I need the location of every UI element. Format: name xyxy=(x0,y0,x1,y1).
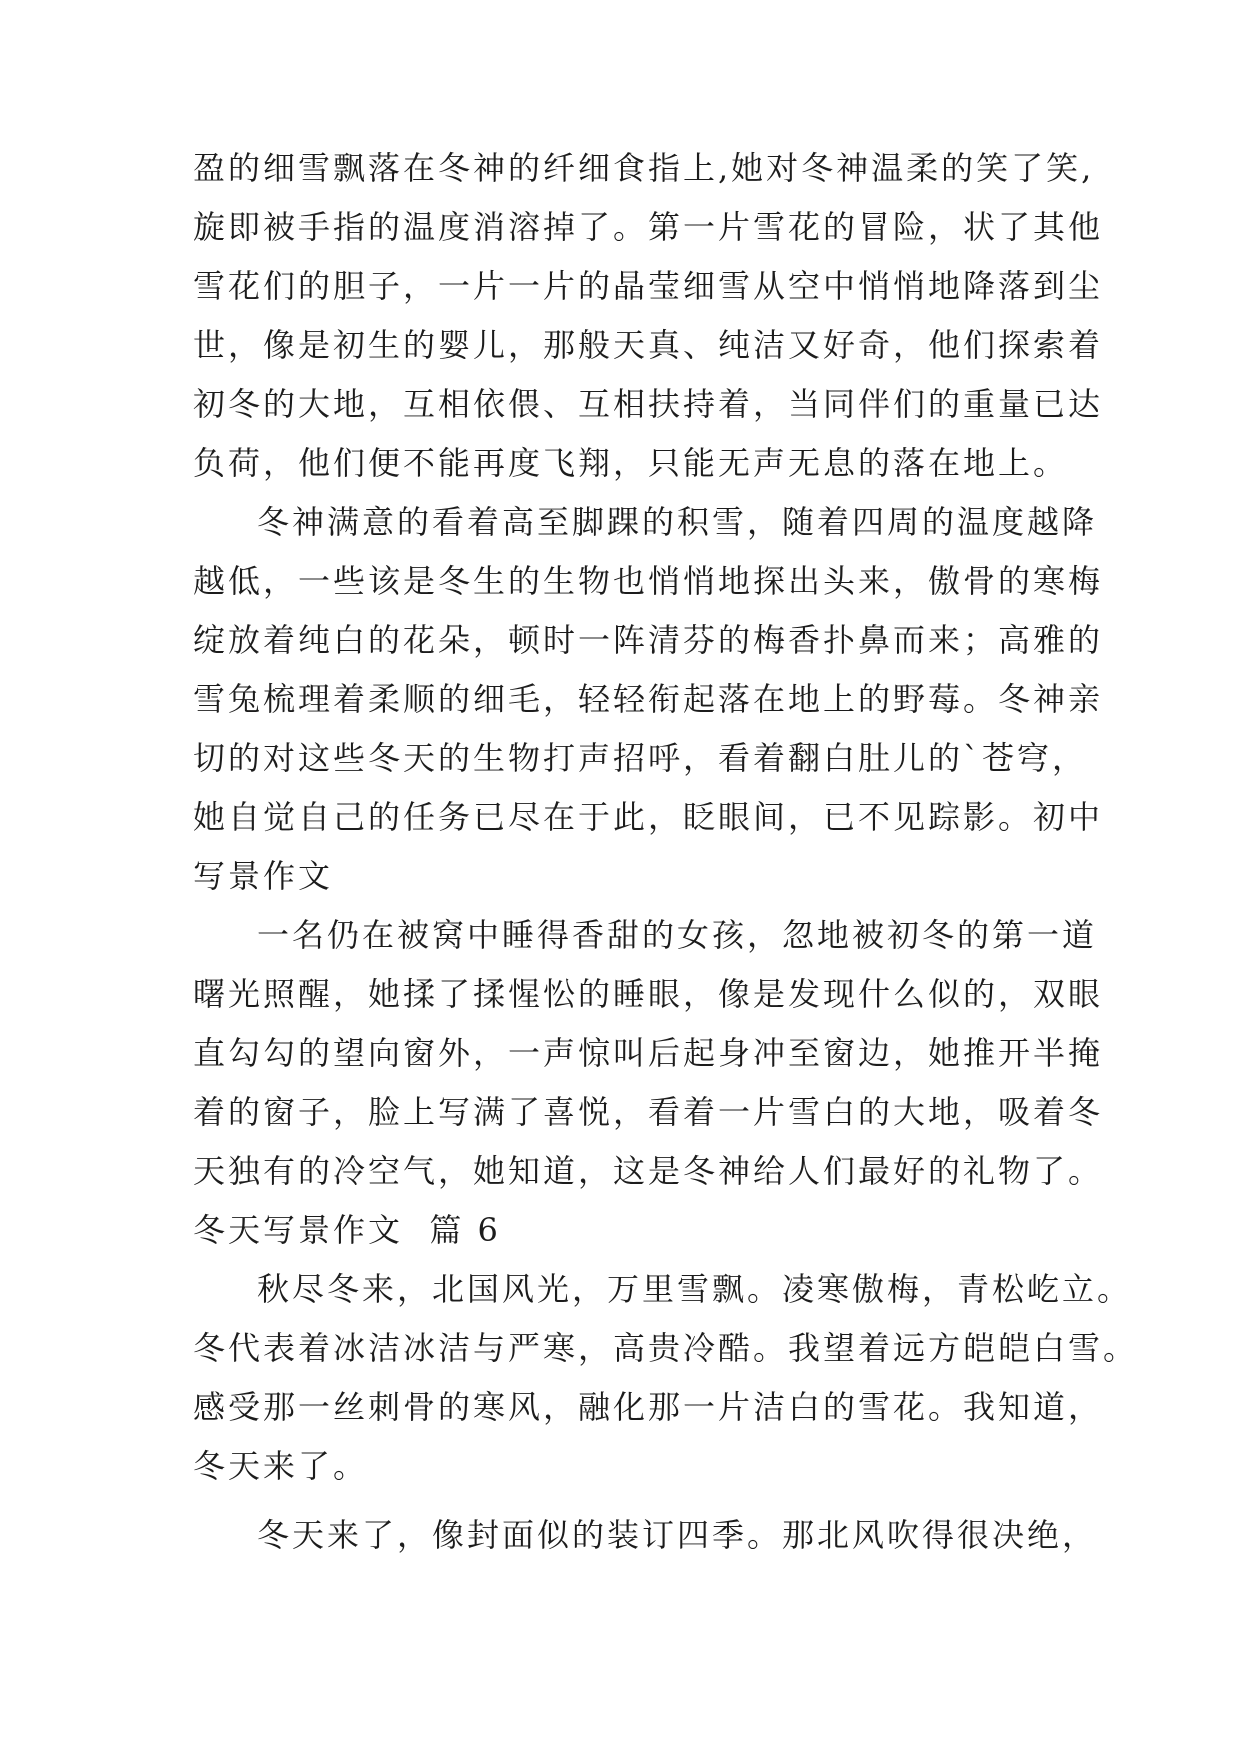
text-line: 初冬的大地，互相依偎、互相扶持着，当同伴们的重量已达 xyxy=(193,385,1104,423)
text-line: 绽放着纯白的花朵，顿时一阵清芬的梅香扑鼻而来；高雅的 xyxy=(193,621,1104,659)
text-line: 感受那一丝刺骨的寒风，融化那一片洁白的雪花。我知道， xyxy=(193,1388,1104,1426)
text-line: 旋即被手指的温度消溶掉了。第一片雪花的冒险，状了其他 xyxy=(193,208,1104,246)
text-line: 冬代表着冰洁冰洁与严寒，高贵冷酷。我望着远方皑皑白雪。 xyxy=(193,1329,1139,1367)
text-line: 直勾勾的望向窗外，一声惊叫后起身冲至窗边，她推开半掩 xyxy=(193,1034,1104,1072)
text-line: 雪花们的胆子，一片一片的晶莹细雪从空中悄悄地降落到尘 xyxy=(193,267,1104,305)
text-line: 着的窗子，脸上写满了喜悦，看着一片雪白的大地，吸着冬 xyxy=(193,1093,1104,1131)
text-line: 负荷，他们便不能再度飞翔，只能无声无息的落在地上。 xyxy=(193,444,1069,482)
text-line: 曙光照醒，她揉了揉惺忪的睡眼，像是发现什么似的，双眼 xyxy=(193,975,1104,1013)
text-line: 雪兔梳理着柔顺的细毛，轻轻衔起落在地上的野莓。冬神亲 xyxy=(193,680,1104,718)
text-line: 越低，一些该是冬生的生物也悄悄地探出头来，傲骨的寒梅 xyxy=(193,562,1104,600)
section-heading: 冬天写景作文 篇 6 xyxy=(193,1211,501,1249)
text-line: 切的对这些冬天的生物打声招呼，看着翻白肚儿的`苍穹， xyxy=(193,739,1088,777)
text-line: 天独有的冷空气，她知道，这是冬神给人们最好的礼物了。 xyxy=(193,1152,1104,1190)
paragraph-first-line: 冬天来了，像封面似的装订四季。那北风吹得很决绝， xyxy=(257,1516,1098,1554)
text-line: 冬天来了。 xyxy=(193,1447,369,1485)
paragraph-first-line: 一名仍在被窝中睡得香甜的女孩，忽地被初冬的第一道 xyxy=(257,916,1098,954)
text-line: 写景作文 xyxy=(193,857,334,895)
text-line: 盈的细雪飘落在冬神的纤细食指上,她对冬神温柔的笑了笑, xyxy=(193,149,1095,187)
text-line: 她自觉自己的任务已尽在于此，眨眼间，已不见踪影。初中 xyxy=(193,798,1104,836)
paragraph-first-line: 秋尽冬来，北国风光，万里雪飘。凌寒傲梅，青松屹立。 xyxy=(257,1270,1133,1308)
paragraph-first-line: 冬神满意的看着高至脚踝的积雪，随着四周的温度越降 xyxy=(257,503,1098,541)
text-line: 世，像是初生的婴儿，那般天真、纯洁又好奇，他们探索着 xyxy=(193,326,1104,364)
